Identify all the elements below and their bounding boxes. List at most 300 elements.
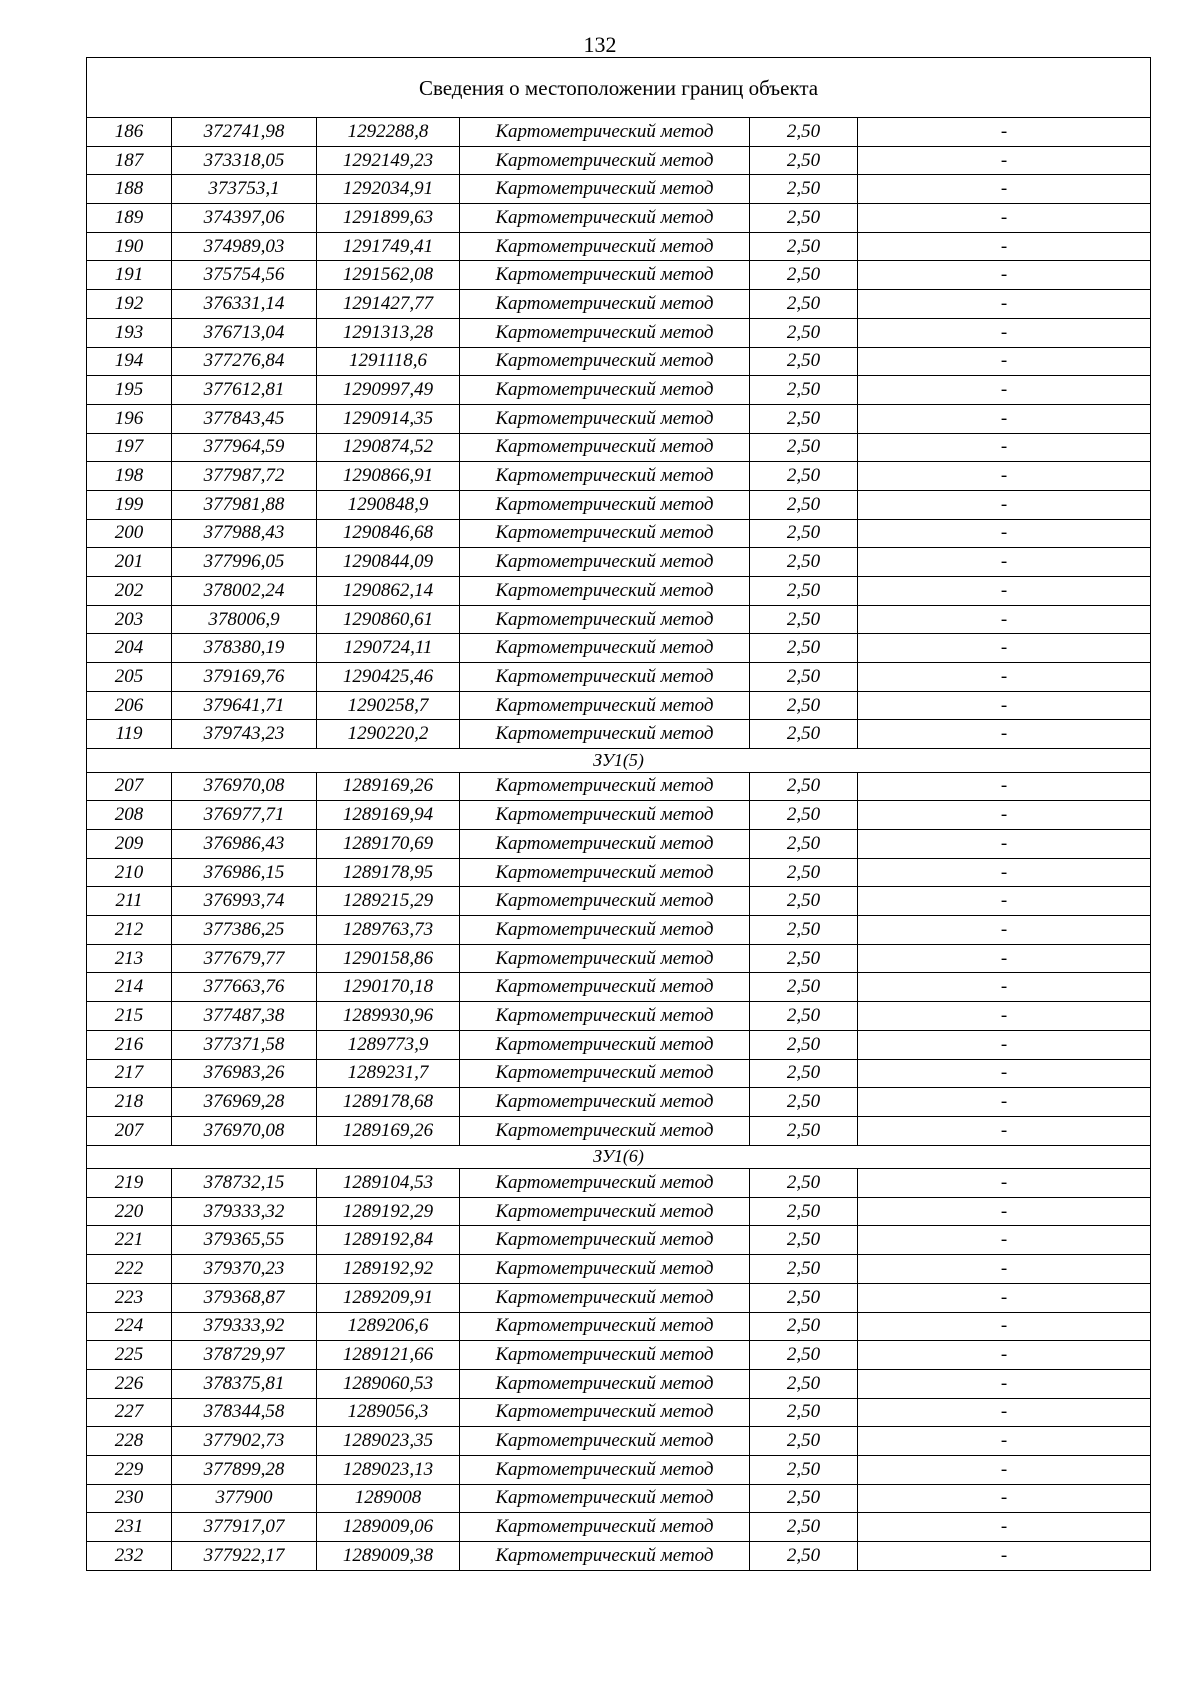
table-row — [87, 605, 1151, 634]
method-cell: Картометрический метод — [460, 433, 750, 462]
accuracy-cell: 2,50 — [750, 1002, 858, 1031]
y-coordinate-cell: 1289169,26 — [317, 772, 460, 801]
accuracy-cell: 2,50 — [750, 663, 858, 692]
page-number: 132 — [583, 32, 617, 57]
y-coordinate-cell: 1289056,3 — [317, 1398, 460, 1427]
table-row — [87, 1484, 1151, 1513]
x-coordinate-cell: 377487,38 — [172, 1002, 317, 1031]
x-coordinate-cell: 378380,19 — [172, 634, 317, 663]
description-cell: - — [858, 1059, 1151, 1088]
accuracy-cell: 2,50 — [750, 490, 858, 519]
point-number-cell: 230 — [87, 1484, 172, 1513]
x-coordinate-cell: 373753,1 — [172, 175, 317, 204]
point-number-cell: 119 — [87, 720, 172, 749]
y-coordinate-cell: 1289192,92 — [317, 1255, 460, 1284]
method-cell: Картометрический метод — [460, 1542, 750, 1571]
table-row — [87, 1455, 1151, 1484]
y-coordinate-cell: 1290874,52 — [317, 433, 460, 462]
table-row — [87, 944, 1151, 973]
description-cell: - — [858, 772, 1151, 801]
method-cell: Картометрический метод — [460, 1169, 750, 1198]
method-cell: Картометрический метод — [460, 1312, 750, 1341]
description-cell: - — [858, 548, 1151, 577]
table-row — [87, 318, 1151, 347]
accuracy-cell: 2,50 — [750, 577, 858, 606]
method-cell: Картометрический метод — [460, 290, 750, 319]
y-coordinate-cell: 1289209,91 — [317, 1283, 460, 1312]
point-number-cell: 227 — [87, 1398, 172, 1427]
y-coordinate-cell: 1289763,73 — [317, 916, 460, 945]
table-row — [87, 1513, 1151, 1542]
description-cell: - — [858, 663, 1151, 692]
x-coordinate-cell: 377987,72 — [172, 462, 317, 491]
x-coordinate-cell: 377988,43 — [172, 519, 317, 548]
accuracy-cell: 2,50 — [750, 1455, 858, 1484]
method-cell: Картометрический метод — [460, 1002, 750, 1031]
point-number-cell: 186 — [87, 118, 172, 147]
table-row — [87, 433, 1151, 462]
point-number-cell: 207 — [87, 772, 172, 801]
description-cell: - — [858, 232, 1151, 261]
method-cell: Картометрический метод — [460, 1255, 750, 1284]
x-coordinate-cell: 379370,23 — [172, 1255, 317, 1284]
y-coordinate-cell: 1289206,6 — [317, 1312, 460, 1341]
method-cell: Картометрический метод — [460, 801, 750, 830]
table-row — [87, 1116, 1151, 1145]
x-coordinate-cell: 376977,71 — [172, 801, 317, 830]
method-cell: Картометрический метод — [460, 519, 750, 548]
x-coordinate-cell: 379641,71 — [172, 691, 317, 720]
accuracy-cell: 2,50 — [750, 1116, 858, 1145]
point-number-cell: 203 — [87, 605, 172, 634]
accuracy-cell: 2,50 — [750, 548, 858, 577]
x-coordinate-cell: 377386,25 — [172, 916, 317, 945]
description-cell: - — [858, 1427, 1151, 1456]
y-coordinate-cell: 1289773,9 — [317, 1030, 460, 1059]
method-cell: Картометрический метод — [460, 462, 750, 491]
description-cell: - — [858, 1030, 1151, 1059]
method-cell: Картометрический метод — [460, 118, 750, 147]
x-coordinate-cell: 376970,08 — [172, 1116, 317, 1145]
method-cell: Картометрический метод — [460, 1088, 750, 1117]
table-row — [87, 1255, 1151, 1284]
table-row — [87, 801, 1151, 830]
table-title: Сведения о местоположении границ объекта — [87, 58, 1151, 118]
method-cell: Картометрический метод — [460, 1197, 750, 1226]
table-row — [87, 290, 1151, 319]
description-cell: - — [858, 519, 1151, 548]
table-row — [87, 1226, 1151, 1255]
x-coordinate-cell: 376713,04 — [172, 318, 317, 347]
table-row — [87, 204, 1151, 233]
method-cell: Картометрический метод — [460, 1455, 750, 1484]
point-number-cell: 212 — [87, 916, 172, 945]
table-row — [87, 1283, 1151, 1312]
description-cell: - — [858, 347, 1151, 376]
accuracy-cell: 2,50 — [750, 1059, 858, 1088]
point-number-cell: 197 — [87, 433, 172, 462]
description-cell: - — [858, 404, 1151, 433]
accuracy-cell: 2,50 — [750, 1226, 858, 1255]
table-row — [87, 887, 1151, 916]
accuracy-cell: 2,50 — [750, 1197, 858, 1226]
description-cell: - — [858, 1116, 1151, 1145]
x-coordinate-cell: 377922,17 — [172, 1542, 317, 1571]
x-coordinate-cell: 376331,14 — [172, 290, 317, 319]
x-coordinate-cell: 377663,76 — [172, 973, 317, 1002]
y-coordinate-cell: 1289169,94 — [317, 801, 460, 830]
point-number-cell: 221 — [87, 1226, 172, 1255]
y-coordinate-cell: 1290860,61 — [317, 605, 460, 634]
point-number-cell: 228 — [87, 1427, 172, 1456]
description-cell: - — [858, 1283, 1151, 1312]
point-number-cell: 192 — [87, 290, 172, 319]
method-cell: Картометрический метод — [460, 232, 750, 261]
accuracy-cell: 2,50 — [750, 887, 858, 916]
table-row — [87, 175, 1151, 204]
table-row — [87, 376, 1151, 405]
y-coordinate-cell: 1290866,91 — [317, 462, 460, 491]
method-cell: Картометрический метод — [460, 376, 750, 405]
point-number-cell: 191 — [87, 261, 172, 290]
method-cell: Картометрический метод — [460, 146, 750, 175]
accuracy-cell: 2,50 — [750, 720, 858, 749]
table-row — [87, 347, 1151, 376]
table-row — [87, 577, 1151, 606]
y-coordinate-cell: 1292034,91 — [317, 175, 460, 204]
point-number-cell: 200 — [87, 519, 172, 548]
x-coordinate-cell: 376993,74 — [172, 887, 317, 916]
x-coordinate-cell: 379365,55 — [172, 1226, 317, 1255]
table-row — [87, 772, 1151, 801]
coordinates-table — [86, 57, 1151, 1571]
table-row — [87, 916, 1151, 945]
point-number-cell: 216 — [87, 1030, 172, 1059]
accuracy-cell: 2,50 — [750, 1542, 858, 1571]
table-row — [87, 858, 1151, 887]
y-coordinate-cell: 1292149,23 — [317, 146, 460, 175]
method-cell: Картометрический метод — [460, 1059, 750, 1088]
description-cell: - — [858, 1169, 1151, 1198]
accuracy-cell: 2,50 — [750, 830, 858, 859]
description-cell: - — [858, 1197, 1151, 1226]
method-cell: Картометрический метод — [460, 548, 750, 577]
x-coordinate-cell: 378732,15 — [172, 1169, 317, 1198]
point-number-cell: 199 — [87, 490, 172, 519]
table-row — [87, 1002, 1151, 1031]
description-cell: - — [858, 376, 1151, 405]
x-coordinate-cell: 379743,23 — [172, 720, 317, 749]
method-cell: Картометрический метод — [460, 175, 750, 204]
x-coordinate-cell: 379333,92 — [172, 1312, 317, 1341]
method-cell: Картометрический метод — [460, 1283, 750, 1312]
y-coordinate-cell: 1289192,84 — [317, 1226, 460, 1255]
description-cell: - — [858, 1312, 1151, 1341]
y-coordinate-cell: 1290997,49 — [317, 376, 460, 405]
description-cell: - — [858, 691, 1151, 720]
description-cell: - — [858, 577, 1151, 606]
description-cell: - — [858, 1484, 1151, 1513]
point-number-cell: 201 — [87, 548, 172, 577]
x-coordinate-cell: 378006,9 — [172, 605, 317, 634]
accuracy-cell: 2,50 — [750, 1513, 858, 1542]
table-title-row — [87, 58, 1151, 118]
accuracy-cell: 2,50 — [750, 691, 858, 720]
y-coordinate-cell: 1290220,2 — [317, 720, 460, 749]
table-row — [87, 973, 1151, 1002]
accuracy-cell: 2,50 — [750, 1312, 858, 1341]
method-cell: Картометрический метод — [460, 1226, 750, 1255]
x-coordinate-cell: 377902,73 — [172, 1427, 317, 1456]
description-cell: - — [858, 1513, 1151, 1542]
method-cell: Картометрический метод — [460, 691, 750, 720]
point-number-cell: 202 — [87, 577, 172, 606]
section-label: ЗУ1(6) — [87, 1145, 1151, 1169]
accuracy-cell: 2,50 — [750, 1088, 858, 1117]
description-cell: - — [858, 1369, 1151, 1398]
point-number-cell: 188 — [87, 175, 172, 204]
y-coordinate-cell: 1290914,35 — [317, 404, 460, 433]
method-cell: Картометрический метод — [460, 1341, 750, 1370]
point-number-cell: 208 — [87, 801, 172, 830]
accuracy-cell: 2,50 — [750, 916, 858, 945]
table-row — [87, 1169, 1151, 1198]
point-number-cell: 211 — [87, 887, 172, 916]
accuracy-cell: 2,50 — [750, 772, 858, 801]
x-coordinate-cell: 377996,05 — [172, 548, 317, 577]
point-number-cell: 215 — [87, 1002, 172, 1031]
method-cell: Картометрический метод — [460, 605, 750, 634]
y-coordinate-cell: 1289170,69 — [317, 830, 460, 859]
section-header-row — [87, 749, 1151, 773]
accuracy-cell: 2,50 — [750, 605, 858, 634]
accuracy-cell: 2,50 — [750, 462, 858, 491]
point-number-cell: 204 — [87, 634, 172, 663]
accuracy-cell: 2,50 — [750, 519, 858, 548]
accuracy-cell: 2,50 — [750, 1169, 858, 1198]
description-cell: - — [858, 1002, 1151, 1031]
y-coordinate-cell: 1291562,08 — [317, 261, 460, 290]
point-number-cell: 196 — [87, 404, 172, 433]
method-cell: Картометрический метод — [460, 490, 750, 519]
y-coordinate-cell: 1289023,13 — [317, 1455, 460, 1484]
description-cell: - — [858, 1542, 1151, 1571]
point-number-cell: 219 — [87, 1169, 172, 1198]
description-cell: - — [858, 605, 1151, 634]
point-number-cell: 189 — [87, 204, 172, 233]
x-coordinate-cell: 376986,15 — [172, 858, 317, 887]
description-cell: - — [858, 1341, 1151, 1370]
x-coordinate-cell: 378002,24 — [172, 577, 317, 606]
description-cell: - — [858, 1255, 1151, 1284]
accuracy-cell: 2,50 — [750, 1341, 858, 1370]
description-cell: - — [858, 1088, 1151, 1117]
y-coordinate-cell: 1290258,7 — [317, 691, 460, 720]
point-number-cell: 198 — [87, 462, 172, 491]
x-coordinate-cell: 377981,88 — [172, 490, 317, 519]
method-cell: Картометрический метод — [460, 404, 750, 433]
accuracy-cell: 2,50 — [750, 404, 858, 433]
method-cell: Картометрический метод — [460, 1484, 750, 1513]
table-row — [87, 1398, 1151, 1427]
y-coordinate-cell: 1291749,41 — [317, 232, 460, 261]
description-cell: - — [858, 916, 1151, 945]
description-cell: - — [858, 1455, 1151, 1484]
y-coordinate-cell: 1291899,63 — [317, 204, 460, 233]
y-coordinate-cell: 1291118,6 — [317, 347, 460, 376]
accuracy-cell: 2,50 — [750, 204, 858, 233]
x-coordinate-cell: 379333,32 — [172, 1197, 317, 1226]
y-coordinate-cell: 1289008 — [317, 1484, 460, 1513]
method-cell: Картометрический метод — [460, 1513, 750, 1542]
accuracy-cell: 2,50 — [750, 1484, 858, 1513]
table-row — [87, 720, 1151, 749]
description-cell: - — [858, 261, 1151, 290]
x-coordinate-cell: 378344,58 — [172, 1398, 317, 1427]
point-number-cell: 213 — [87, 944, 172, 973]
point-number-cell: 232 — [87, 1542, 172, 1571]
description-cell: - — [858, 204, 1151, 233]
method-cell: Картометрический метод — [460, 261, 750, 290]
accuracy-cell: 2,50 — [750, 1427, 858, 1456]
x-coordinate-cell: 372741,98 — [172, 118, 317, 147]
y-coordinate-cell: 1290724,11 — [317, 634, 460, 663]
y-coordinate-cell: 1289215,29 — [317, 887, 460, 916]
accuracy-cell: 2,50 — [750, 973, 858, 1002]
method-cell: Картометрический метод — [460, 318, 750, 347]
y-coordinate-cell: 1289009,06 — [317, 1513, 460, 1542]
y-coordinate-cell: 1290425,46 — [317, 663, 460, 692]
description-cell: - — [858, 720, 1151, 749]
accuracy-cell: 2,50 — [750, 801, 858, 830]
y-coordinate-cell: 1291427,77 — [317, 290, 460, 319]
accuracy-cell: 2,50 — [750, 1255, 858, 1284]
table-row — [87, 830, 1151, 859]
accuracy-cell: 2,50 — [750, 290, 858, 319]
point-number-cell: 224 — [87, 1312, 172, 1341]
description-cell: - — [858, 462, 1151, 491]
method-cell: Картометрический метод — [460, 916, 750, 945]
description-cell: - — [858, 801, 1151, 830]
description-cell: - — [858, 973, 1151, 1002]
point-number-cell: 223 — [87, 1283, 172, 1312]
accuracy-cell: 2,50 — [750, 118, 858, 147]
description-cell: - — [858, 944, 1151, 973]
y-coordinate-cell: 1290844,09 — [317, 548, 460, 577]
description-cell: - — [858, 118, 1151, 147]
table-row — [87, 118, 1151, 147]
accuracy-cell: 2,50 — [750, 1369, 858, 1398]
x-coordinate-cell: 377917,07 — [172, 1513, 317, 1542]
method-cell: Картометрический метод — [460, 1427, 750, 1456]
x-coordinate-cell: 377371,58 — [172, 1030, 317, 1059]
method-cell: Картометрический метод — [460, 577, 750, 606]
method-cell: Картометрический метод — [460, 944, 750, 973]
method-cell: Картометрический метод — [460, 347, 750, 376]
table-row — [87, 261, 1151, 290]
y-coordinate-cell: 1289192,29 — [317, 1197, 460, 1226]
y-coordinate-cell: 1290158,86 — [317, 944, 460, 973]
method-cell: Картометрический метод — [460, 772, 750, 801]
x-coordinate-cell: 374397,06 — [172, 204, 317, 233]
point-number-cell: 209 — [87, 830, 172, 859]
table-row — [87, 462, 1151, 491]
point-number-cell: 214 — [87, 973, 172, 1002]
accuracy-cell: 2,50 — [750, 232, 858, 261]
accuracy-cell: 2,50 — [750, 318, 858, 347]
y-coordinate-cell: 1289178,95 — [317, 858, 460, 887]
accuracy-cell: 2,50 — [750, 376, 858, 405]
point-number-cell: 222 — [87, 1255, 172, 1284]
y-coordinate-cell: 1289009,38 — [317, 1542, 460, 1571]
y-coordinate-cell: 1290170,18 — [317, 973, 460, 1002]
point-number-cell: 187 — [87, 146, 172, 175]
accuracy-cell: 2,50 — [750, 634, 858, 663]
x-coordinate-cell: 376969,28 — [172, 1088, 317, 1117]
y-coordinate-cell: 1292288,8 — [317, 118, 460, 147]
point-number-cell: 194 — [87, 347, 172, 376]
point-number-cell: 207 — [87, 1116, 172, 1145]
table-row — [87, 1088, 1151, 1117]
y-coordinate-cell: 1291313,28 — [317, 318, 460, 347]
table-row — [87, 490, 1151, 519]
method-cell: Картометрический метод — [460, 973, 750, 1002]
point-number-cell: 220 — [87, 1197, 172, 1226]
section-header-row — [87, 1145, 1151, 1169]
method-cell: Картометрический метод — [460, 720, 750, 749]
accuracy-cell: 2,50 — [750, 261, 858, 290]
table-row — [87, 1312, 1151, 1341]
description-cell: - — [858, 887, 1151, 916]
table-row — [87, 1427, 1151, 1456]
table-row — [87, 519, 1151, 548]
y-coordinate-cell: 1289169,26 — [317, 1116, 460, 1145]
y-coordinate-cell: 1290846,68 — [317, 519, 460, 548]
description-cell: - — [858, 433, 1151, 462]
y-coordinate-cell: 1289104,53 — [317, 1169, 460, 1198]
point-number-cell: 195 — [87, 376, 172, 405]
accuracy-cell: 2,50 — [750, 433, 858, 462]
accuracy-cell: 2,50 — [750, 175, 858, 204]
table-row — [87, 232, 1151, 261]
x-coordinate-cell: 376983,26 — [172, 1059, 317, 1088]
table-row — [87, 691, 1151, 720]
y-coordinate-cell: 1290862,14 — [317, 577, 460, 606]
description-cell: - — [858, 146, 1151, 175]
y-coordinate-cell: 1289930,96 — [317, 1002, 460, 1031]
x-coordinate-cell: 377964,59 — [172, 433, 317, 462]
description-cell: - — [858, 490, 1151, 519]
y-coordinate-cell: 1289178,68 — [317, 1088, 460, 1117]
description-cell: - — [858, 1398, 1151, 1427]
x-coordinate-cell: 377843,45 — [172, 404, 317, 433]
point-number-cell: 231 — [87, 1513, 172, 1542]
description-cell: - — [858, 318, 1151, 347]
table-row — [87, 634, 1151, 663]
table-row — [87, 1542, 1151, 1571]
x-coordinate-cell: 378375,81 — [172, 1369, 317, 1398]
table-row — [87, 1059, 1151, 1088]
x-coordinate-cell: 373318,05 — [172, 146, 317, 175]
point-number-cell: 193 — [87, 318, 172, 347]
table-row — [87, 548, 1151, 577]
table-row — [87, 1369, 1151, 1398]
description-cell: - — [858, 830, 1151, 859]
method-cell: Картометрический метод — [460, 1369, 750, 1398]
y-coordinate-cell: 1289060,53 — [317, 1369, 460, 1398]
accuracy-cell: 2,50 — [750, 1398, 858, 1427]
x-coordinate-cell: 379368,87 — [172, 1283, 317, 1312]
